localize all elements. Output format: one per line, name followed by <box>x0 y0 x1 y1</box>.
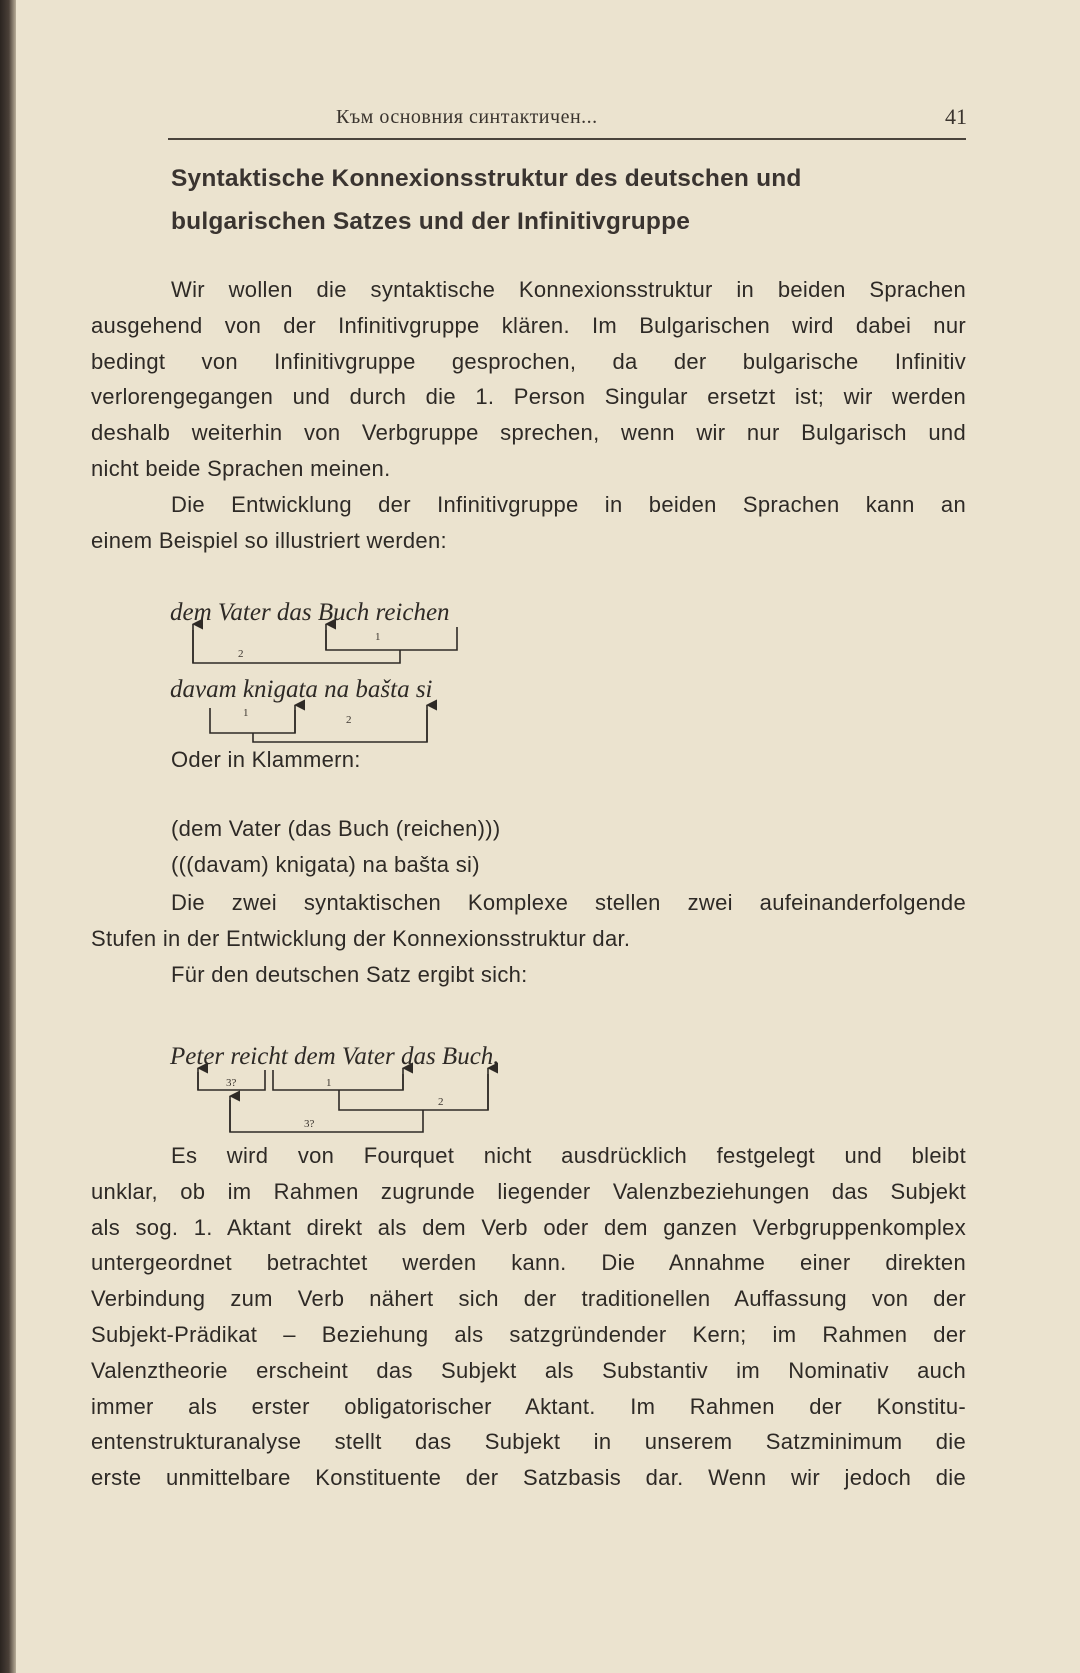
text-line: unklar, ob im Rahmen zugrunde liegender Valenzbeziehungen das Subjekt <box>91 1178 966 1204</box>
text-line: als sog. 1. Aktant direkt als dem Verb oder dem ganzen Verbgruppenkomplex <box>91 1214 966 1240</box>
klammern-block <box>91 742 966 778</box>
dependency-label: 1 <box>243 707 249 719</box>
text-line: immer als erster obligatorischer Aktant. Im Rahmen der Konstitu- <box>91 1393 966 1419</box>
dependency-label: 3? <box>304 1118 315 1130</box>
text-line: deshalb weiterhin von Verbgruppe sprechen, wenn wir nur Bulgarisch und <box>91 420 966 446</box>
heading-line: bulgarischen Satzes und der Infinitivgruppe <box>171 208 691 235</box>
text-line: Verbindung zum Verb nähert sich der traditionellen Auffassung von der <box>91 1286 966 1312</box>
text-line: (dem Vater (das Buch (reichen))) <box>171 816 501 841</box>
dependency-label: 2 <box>238 648 244 660</box>
text-line: untergeordnet betrachtet werden kann. Die Annahme einer direkten <box>91 1250 966 1276</box>
dependency-label: 2 <box>438 1096 444 1108</box>
running-title: Към основния синтактичен... <box>336 106 598 128</box>
text-line: Für den deutschen Satz ergibt sich: <box>171 961 528 987</box>
dependency-bracket <box>273 1070 403 1090</box>
text-line: Stufen in der Entwicklung der Konnexionsstruktur dar. <box>91 925 631 951</box>
page-number: 41 <box>945 104 967 129</box>
dependency-bracket <box>210 708 295 733</box>
text-line: (((davam) knigata) na bašta si) <box>171 851 480 877</box>
text-line: Es wird von Fourquet nicht ausdrücklich festgelegt und bleibt <box>171 1143 966 1168</box>
bulgarian-phrase: davam knigata na bašta si <box>170 676 433 703</box>
text-line: Oder in Klammern: <box>171 747 361 772</box>
dependency-bracket <box>339 1074 488 1110</box>
text-line: Subjekt-Prädikat – Beziehung als satzgründender Kern; im Rahmen der <box>91 1321 966 1347</box>
dependency-bracket <box>193 630 400 663</box>
text-line: Wir wollen die syntaktische Konnexionsstruktur in beiden Sprachen <box>171 277 966 302</box>
text-line: einem Beispiel so illustriert werden: <box>91 527 447 553</box>
text-line: Die zwei syntaktischen Komplexe stellen zwei aufeinanderfolgende <box>171 890 966 915</box>
paragraph-5 <box>91 1138 966 1496</box>
text-line: entenstrukturanalyse stellt das Subjekt in unserem Satzminimum die <box>91 1429 966 1455</box>
dependency-bracket <box>326 627 457 650</box>
german-sentence: Peter reicht dem Vater das Buch. <box>170 1043 500 1070</box>
text-line: nicht beide Sprachen meinen. <box>91 455 391 481</box>
paragraph-3 <box>91 885 966 992</box>
text-line: bedingt von Infinitivgruppe gesprochen, da der bulgarische Infinitiv <box>91 348 966 374</box>
dependency-label: 1 <box>375 631 381 643</box>
dependency-bracket <box>230 1100 423 1132</box>
text-line: Die Entwicklung der Infinitivgruppe in beiden Sprachen kann an <box>171 492 966 517</box>
text-line: ausgehend von der Infinitivgruppe klären. Im Bulgarischen wird dabei nur <box>91 312 966 338</box>
text-line: Valenztheorie erscheint das Subjekt als Substantiv im Nominativ auch <box>91 1357 966 1383</box>
text-line: erste unmittelbare Konstituente der Satzbasis dar. Wenn wir jedoch die <box>91 1465 966 1491</box>
dependency-label: 1 <box>326 1077 332 1089</box>
german-phrase: dem Vater das Buch reichen <box>170 599 450 626</box>
dependency-label: 3? <box>226 1077 237 1089</box>
heading-line: Syntaktische Konnexionsstruktur des deutschen und <box>171 165 802 192</box>
dependency-label: 2 <box>346 714 352 726</box>
text-line: verlorengegangen und durch die 1. Person Singular ersetzt ist; wir werden <box>91 384 966 410</box>
bracket-notation <box>91 811 966 883</box>
dependency-bracket <box>253 710 427 742</box>
